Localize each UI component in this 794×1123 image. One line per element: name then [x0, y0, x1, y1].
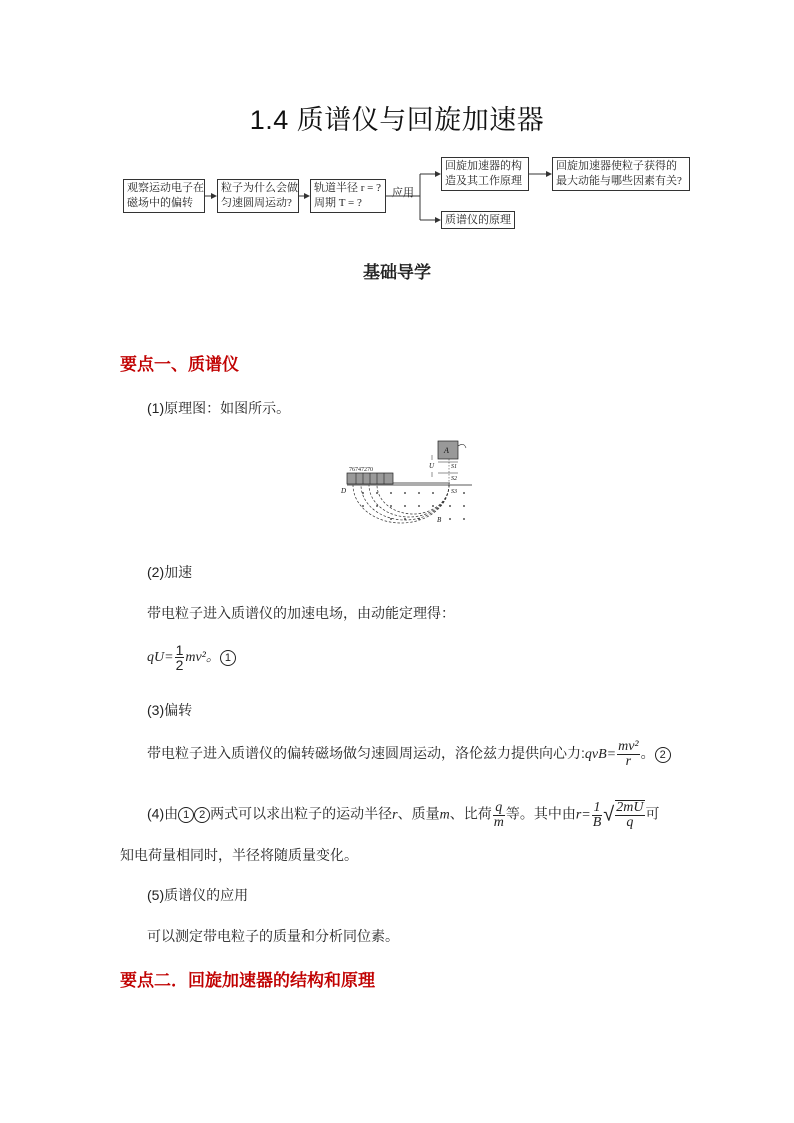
fraction-denominator: 2 — [175, 657, 184, 673]
section-heading-1: 要点一、质谱仪 — [120, 355, 239, 374]
equation-ref-2: 2 — [194, 807, 210, 823]
flow-box-text: 轨道半径 r = ? — [314, 182, 381, 194]
fraction-numerator: 1 — [175, 642, 184, 658]
label-b: B — [437, 516, 442, 524]
flow-box-text: 周期 T = ? — [314, 197, 362, 209]
fraction-numerator: 1 — [593, 799, 601, 815]
paragraph-principle: (1)原理图：如图所示。 — [147, 400, 291, 416]
var-m: m — [439, 807, 450, 823]
label-s2: S2 — [451, 476, 457, 482]
flow-box-text: 回旋加速器使粒子获得的 — [556, 160, 677, 172]
paragraph-application-desc: 可以测定带电粒子的质量和分析同位素。 — [147, 928, 399, 944]
fraction-numerator: mv² — [618, 739, 639, 754]
fraction-half — [175, 643, 185, 672]
var-r: r — [392, 807, 398, 823]
paragraph-radius-cont: 知电荷量相同时，半径将随质量变化。 — [120, 847, 358, 863]
text: 、比荷 — [449, 805, 492, 822]
section-heading-2: 要点二．回旋加速器的结构和原理 — [120, 971, 375, 990]
fraction-numerator: q — [493, 801, 505, 816]
deflection-text: 带电粒子进入质谱仪的偏转磁场做匀速圆周运动，洛伦兹力提供向心力: — [147, 745, 585, 762]
equation-number-2: 2 — [655, 747, 671, 763]
text: 两式可以求出粒子的运动半径 — [210, 805, 393, 822]
eq2-lhs: qvB= — [584, 747, 617, 763]
text: (4)由 — [147, 805, 179, 822]
eq3-lhs: r= — [575, 807, 591, 823]
fraction-denominator: q — [626, 815, 634, 830]
flow-box-text: 观察运动电子在 — [127, 182, 204, 194]
flow-box-text: 最大动能与哪些因素有关? — [556, 175, 682, 187]
eq2-tail: 。 — [640, 745, 655, 762]
label-s1: S1 — [451, 464, 457, 470]
equation-number-1: 1 — [220, 650, 236, 666]
paragraph-acceleration: (2)加速 — [147, 564, 193, 580]
fraction-denominator: r — [625, 754, 632, 769]
label-u: U — [429, 462, 435, 470]
square-root: √ $\frac{2mU}{q}$ — [603, 800, 644, 830]
flow-box-text: 造及其工作原理 — [445, 175, 522, 187]
magnetic-field-dots — [362, 492, 465, 520]
label-a: A — [444, 446, 449, 455]
fraction-denominator: B — [592, 814, 602, 830]
paragraph-radius — [147, 800, 707, 830]
label-s3: S3 — [451, 489, 457, 495]
fraction-numerator: 2mU — [616, 800, 644, 815]
flow-apply-label: 应用 — [392, 187, 414, 199]
equation-ref-1: 1 — [178, 807, 194, 823]
label-d: D — [341, 487, 347, 495]
flow-box-text: 磁场中的偏转 — [127, 197, 193, 209]
paragraph-application: (5)质谱仪的应用 — [147, 887, 249, 903]
equation-1 — [147, 643, 236, 672]
paragraph-acceleration-desc: 带电粒子进入质谱仪的加速电场，由动能定理得： — [147, 605, 455, 621]
flow-box-text: 回旋加速器的构 — [445, 160, 522, 172]
text: 、质量 — [397, 805, 440, 822]
mass-spectrometer-diagram — [340, 438, 480, 530]
flow-box-text: 匀速圆周运动? — [221, 197, 292, 209]
paragraph-deflection: (3)偏转 — [147, 702, 193, 718]
fraction-one-over-b — [592, 801, 603, 830]
particle-trajectories — [353, 485, 449, 523]
text: 可 — [645, 805, 660, 822]
fraction-centripetal — [617, 740, 640, 769]
eq1-rhs: mv²。 — [185, 650, 220, 666]
text: 等。其中由 — [505, 805, 576, 822]
paragraph-deflection-desc — [147, 740, 671, 769]
fraction-denominator: m — [493, 814, 504, 830]
scale-label: 76747270 — [349, 467, 373, 473]
eq1-lhs: qU= — [147, 650, 174, 666]
section-subtitle: 基础导学 — [363, 263, 431, 282]
fraction-charge-mass — [493, 801, 505, 830]
flow-box-text: 质谱仪的原理 — [445, 214, 511, 226]
page-title: 1.4 质谱仪与回旋加速器 — [249, 105, 545, 135]
flow-arrows — [0, 0, 794, 240]
flow-box-text: 粒子为什么会做 — [221, 182, 298, 194]
